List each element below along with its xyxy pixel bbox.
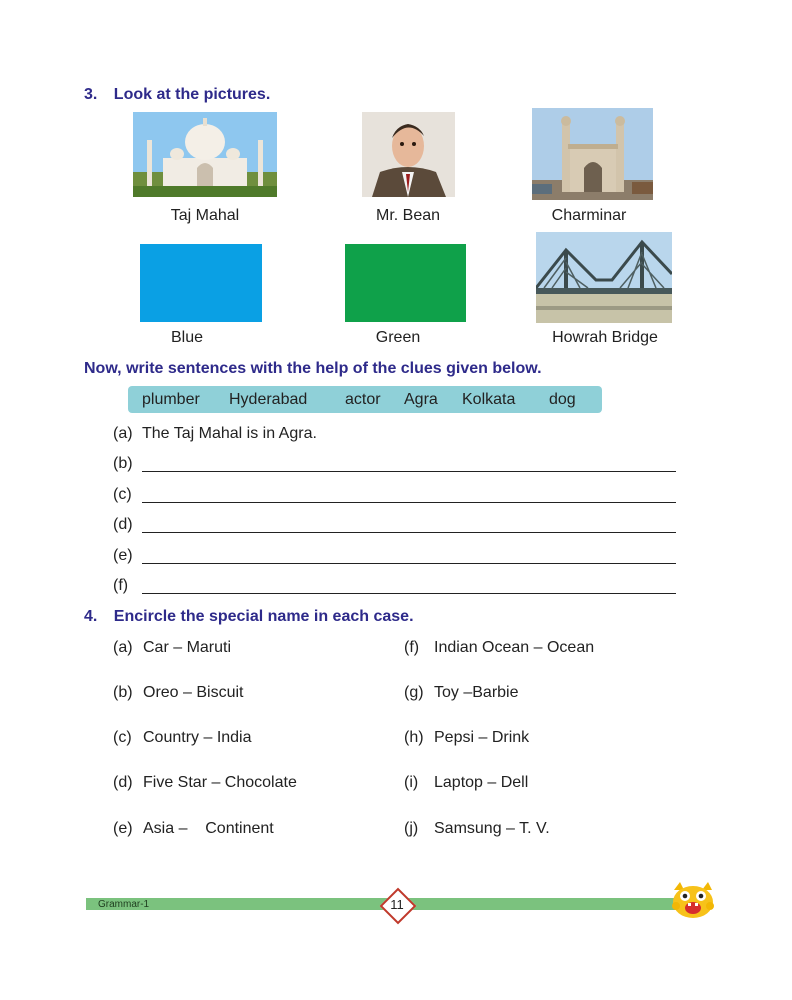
encircle-item[interactable] <box>113 684 243 702</box>
picture-caption-taj-mahal: Taj Mahal <box>170 207 240 224</box>
sentence-label: (b) <box>113 455 133 472</box>
item-label: (i) <box>404 774 419 791</box>
clue-word-bar <box>128 386 602 413</box>
sentence-label: (e) <box>113 547 133 564</box>
item-label: (f) <box>404 639 420 656</box>
item-text: Asia – Continent <box>143 820 274 837</box>
encircle-item[interactable] <box>113 820 274 838</box>
sentence-example-text: The Taj Mahal is in Agra. <box>142 425 317 442</box>
item-label: (a) <box>113 639 133 656</box>
sentence-label: (a) <box>113 425 133 442</box>
footer-book-title: Grammar-1 <box>98 899 150 910</box>
item-label: (j) <box>404 820 419 837</box>
answer-line-c[interactable] <box>142 502 676 503</box>
green-color-swatch <box>345 244 466 322</box>
item-label: (b) <box>113 684 133 701</box>
answer-line-d[interactable] <box>142 532 676 533</box>
item-text: Pepsi – Drink <box>434 729 530 746</box>
charminar-photo <box>532 108 653 200</box>
item-text: Laptop – Dell <box>434 774 529 791</box>
item-text: Five Star – Chocolate <box>143 774 297 791</box>
clue-word: actor <box>345 391 381 408</box>
answer-line-b[interactable] <box>142 471 676 472</box>
encircle-item[interactable] <box>404 684 519 702</box>
picture-caption-howrah-bridge: Howrah Bridge <box>552 329 658 346</box>
clue-word: plumber <box>142 391 200 408</box>
section-3-title: Look at the pictures. <box>113 86 271 103</box>
section-3-heading <box>84 86 270 104</box>
picture-caption-charminar: Charminar <box>551 207 627 224</box>
encircle-item[interactable] <box>404 774 528 792</box>
section-4-heading <box>84 608 414 626</box>
sentence-label: (c) <box>113 486 132 503</box>
clue-word: dog <box>549 391 576 408</box>
picture-caption-blue: Blue <box>170 329 204 346</box>
picture-caption-green: Green <box>375 329 421 346</box>
answer-line-e[interactable] <box>142 563 676 564</box>
item-label: (e) <box>113 820 133 837</box>
item-text: Indian Ocean – Ocean <box>434 639 595 656</box>
item-text: Toy –Barbie <box>434 684 519 701</box>
section-4-title: Encircle the special name in each case. <box>113 608 414 625</box>
howrah-bridge-photo <box>536 232 672 323</box>
item-text: Samsung – T. V. <box>434 820 550 837</box>
sentence-label: (d) <box>113 516 133 533</box>
item-label: (h) <box>404 729 424 746</box>
section-3-instruction: Now, write sentences with the help of the clues given below. <box>84 360 542 377</box>
encircle-item[interactable] <box>113 639 231 657</box>
taj-mahal-photo <box>133 112 277 197</box>
item-label: (g) <box>404 684 424 701</box>
section-4-number: 4. <box>84 608 98 625</box>
encircle-item[interactable] <box>404 729 529 747</box>
blue-color-swatch <box>140 244 262 322</box>
encircle-item[interactable] <box>113 729 252 747</box>
clue-word: Hyderabad <box>229 391 308 408</box>
clue-word: Kolkata <box>462 391 516 408</box>
item-text: Country – India <box>143 729 252 746</box>
answer-line-f[interactable] <box>142 593 676 594</box>
item-label: (c) <box>113 729 132 746</box>
item-text: Car – Maruti <box>143 639 232 656</box>
item-label: (d) <box>113 774 133 791</box>
section-3-number: 3. <box>84 86 98 103</box>
encircle-item[interactable] <box>113 774 297 792</box>
clue-word: Agra <box>404 391 438 408</box>
item-text: Oreo – Biscuit <box>143 684 244 701</box>
page-number: 11 <box>390 897 404 912</box>
mr-bean-photo <box>362 112 455 197</box>
encircle-item[interactable] <box>404 820 550 838</box>
encircle-item[interactable] <box>404 639 594 657</box>
mascot-icon <box>668 880 718 920</box>
picture-caption-mr-bean: Mr. Bean <box>375 207 441 224</box>
sentence-label: (f) <box>113 577 129 594</box>
